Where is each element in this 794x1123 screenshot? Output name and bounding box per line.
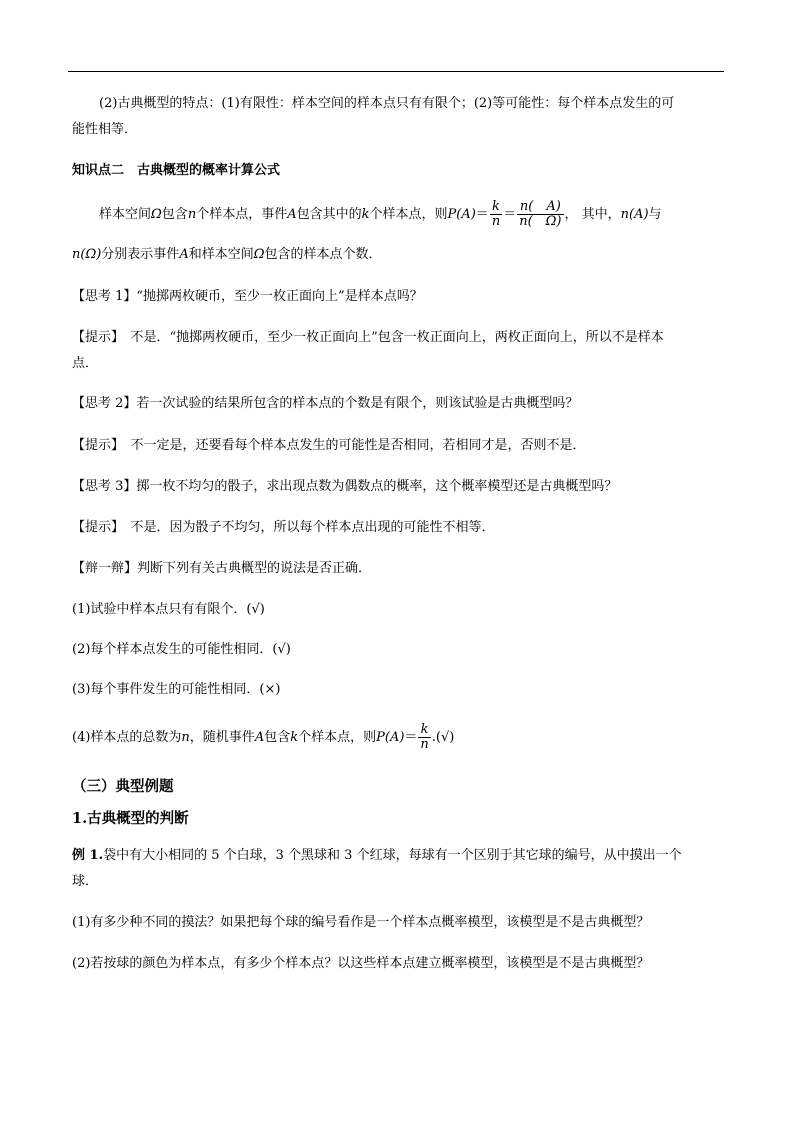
example-1-question-2: (2)若按球的颜色为样本点，有多少个样本点？以这些样本点建立概率模型，该模型是不是古典概型？ [72,956,650,971]
example-1-line-2: 球． [72,874,99,889]
header-rule [68,71,724,72]
debate-item-3: (3)每个事件发生的可能性相同．(×) [72,682,281,697]
formula-line-1: 样本空间Ω包含n个样本点，事件A包含其中的k个样本点，则P(A)＝ $\frac{k}{n}$ ＝ $\frac{n( A)}{n( \Omega)}$ ， 其中，n(A)与 [99,199,662,229]
debate-heading: 【辩一辩】判断下列有关古典概型的说法是否正确． [72,561,372,576]
think-1-hint-line-2: 点． [72,356,99,371]
feature-line-2: 能性相等． [72,122,138,137]
topic-1-heading: 1.古典概型的判断 [72,810,189,827]
think-3-hint: 【提示】 不是．因为骰子不均匀，所以每个样本点出现的可能性不相等． [72,520,495,535]
knowledge-point-2-heading: 知识点二 古典概型的概率计算公式 [72,163,281,178]
think-3-question: 【思考 3】掷一枚不均匀的骰子，求出现点数为偶数点的概率，这个概率模型还是古典概型吗？ [72,479,618,494]
fraction-k-over-n: $\frac{k}{n}$ [420,722,429,752]
fraction-nA-over-nOmega: $\frac{n( A)}{n( \Omega)}$ [519,199,562,229]
fraction-k-over-n: $\frac{k}{n}$ [491,199,501,229]
think-1-question: 【思考 1】“抛掷两枚硬币，至少一枚正面向上”是样本点吗？ [72,289,423,304]
example-1-question-1: (1)有多少种不同的摸法？如果把每个球的编号看作是一个样本点概率模型，该模型是不是古典概型？ [72,915,650,930]
section-3-heading: （三）典型例题 [72,778,174,795]
debate-item-2: (2)每个样本点发生的可能性相同．(√) [72,642,291,657]
think-1-hint-line-1: 【提示】 不是．“抛掷两枚硬币，至少一枚正面向上”包含一枚正面向上，两枚正面向上，所以不是样本 [72,330,664,345]
debate-item-1: (1)试验中样本点只有有限个．(√) [72,602,265,617]
feature-line-1: (2)古典概型的特点：(1)有限性：样本空间的样本点只有有限个；(2)等可能性：每个样本点发生的可 [99,96,675,111]
formula-line-2: n(Ω)分别表示事件A和样本空间Ω包含的样本点个数． [72,247,382,262]
debate-item-4: (4)样本点的总数为n，随机事件A包含k个样本点，则P(A)＝ $\frac{k}{n}$ .(√) [72,722,455,752]
think-2-hint: 【提示】 不一定是，还要看每个样本点发生的可能性是否相同，若相同才是，否则不是． [72,438,586,453]
example-1-line-1: 例 1.袋中有大小相同的 5 个白球，3 个黑球和 3 个红球，每球有一个区别于其它球的编号，从中摸出一个 [72,848,682,863]
think-2-question: 【思考 2】若一次试验的结果所包含的样本点的个数是有限个，则该试验是古典概型吗？ [72,396,579,411]
